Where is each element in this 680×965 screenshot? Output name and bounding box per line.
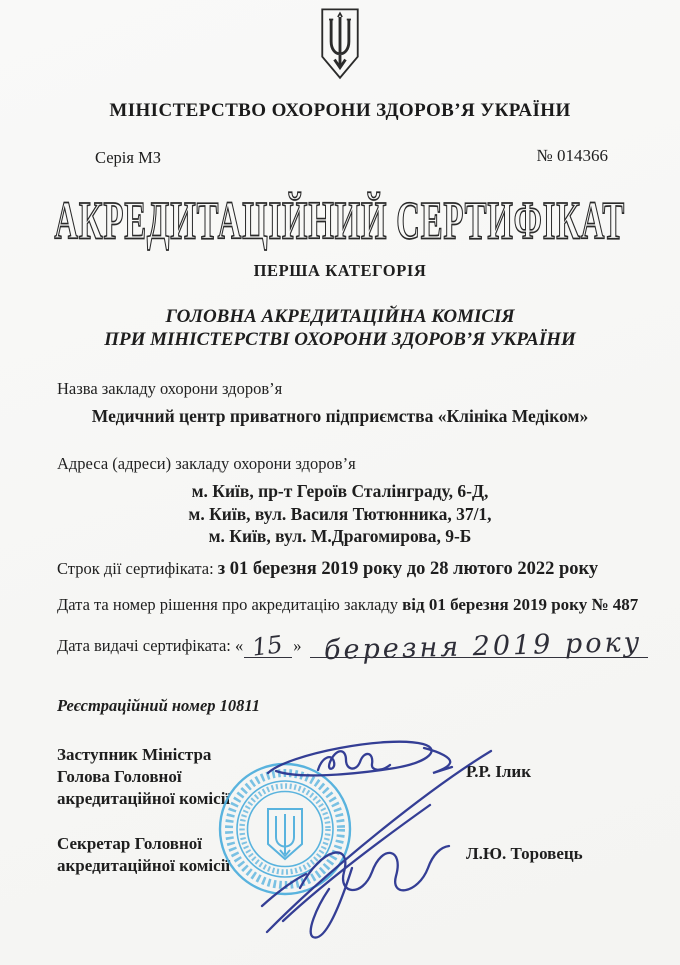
decision-value: від 01 березня 2019 року № 487 xyxy=(402,595,639,614)
facility-addresses xyxy=(0,480,680,548)
certificate-number: № 014366 xyxy=(536,146,608,165)
issue-month-year-blank xyxy=(310,626,648,667)
decision-line xyxy=(57,595,638,615)
validity-label: Строк дії сертифіката: xyxy=(57,559,214,578)
certificate-title: АКРЕДИТАЦІЙНИЙ СЕРТИФІКАТ xyxy=(54,189,626,251)
issue-quote-close: » xyxy=(293,636,302,655)
signatory2-titles xyxy=(57,833,230,877)
facility-address-label: Адреса (адреси) закладу охорони здоров’я xyxy=(57,454,356,473)
issue-day-handwritten: 15 xyxy=(250,630,285,662)
signatory1-title-line: акредитаційної комісії xyxy=(57,789,231,808)
decision-label: Дата та номер рішення про акредитацію закладу xyxy=(57,595,399,614)
validity-value: з 01 березня 2019 року до 28 лютого 2022 року xyxy=(217,559,599,579)
series-label: Серія МЗ xyxy=(95,148,162,167)
signatory1-name: Р.Р. Ілик xyxy=(466,762,532,781)
round-seal-trident-icon xyxy=(216,760,354,898)
signatory1-title-line: Голова Головної xyxy=(57,767,182,786)
ukraine-trident-emblem-icon xyxy=(314,6,366,82)
category-label: ПЕРША КАТЕГОРІЯ xyxy=(253,261,427,280)
registration-number: Реєстраційний номер 10811 xyxy=(57,696,261,715)
signatory2-name: Л.Ю. Торовець xyxy=(466,844,583,863)
validity-line xyxy=(57,559,598,580)
commission-line2: ПРИ МІНІСТЕРСТВІ ОХОРОНИ ЗДОРОВ’Я УКРАЇНИ xyxy=(104,329,576,350)
certificate-title-wrap xyxy=(0,182,680,258)
address-line: м. Київ, вул. М.Драгомирова, 9-Б xyxy=(208,526,472,546)
facility-name: Медичний центр приватного підприємства «Клініка Медіком» xyxy=(91,406,589,426)
signatory1-title-line: Заступник Міністра xyxy=(57,745,212,764)
facility-name-label: Назва закладу охорони здоров’я xyxy=(57,379,283,398)
issue-date-label: Дата видачі сертифіката: « xyxy=(57,636,244,655)
signatory2-title-line: Секретар Головної xyxy=(57,834,202,853)
issue-day-blank xyxy=(244,630,292,662)
commission-heading xyxy=(0,305,680,351)
address-line: м. Київ, пр-т Героїв Сталінграду, 6-Д, xyxy=(191,481,489,501)
address-line: м. Київ, вул. Василя Тютюнника, 37/1, xyxy=(188,503,492,524)
issue-month-year-handwritten: березня 2019 року xyxy=(323,626,643,667)
ministry-title: МІНІСТЕРСТВО ОХОРОНИ ЗДОРОВ’Я УКРАЇНИ xyxy=(109,100,571,121)
issue-date-line xyxy=(57,626,648,667)
signatory2-title-line: акредитаційної комісії xyxy=(57,856,231,875)
commission-line1: ГОЛОВНА АКРЕДИТАЦІЙНА КОМІСІЯ xyxy=(165,306,515,327)
signatory1-titles xyxy=(57,744,230,810)
